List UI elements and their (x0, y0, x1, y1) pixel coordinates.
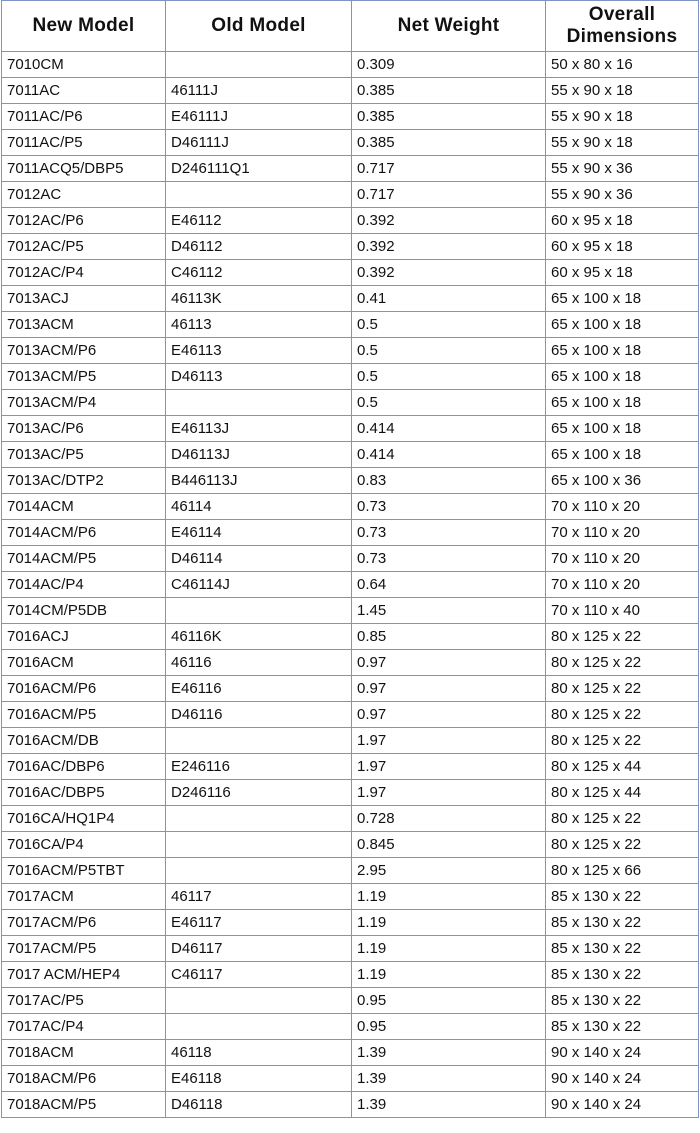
table-row (2, 182, 699, 208)
new-model-cell: 7012AC/P6 (2, 208, 166, 234)
table-row (2, 884, 699, 910)
dimensions-cell: 65 x 100 x 18 (546, 390, 699, 416)
old-model-cell: 46116K (166, 624, 352, 650)
table-row (2, 156, 699, 182)
table-row (2, 208, 699, 234)
dimensions-cell: 65 x 100 x 36 (546, 468, 699, 494)
new-model-cell: 7010CM (2, 52, 166, 78)
table-row (2, 494, 699, 520)
new-model-cell: 7016ACM/P5TBT (2, 858, 166, 884)
old-model-cell: 46114 (166, 494, 352, 520)
old-model-cell: E46111J (166, 104, 352, 130)
table-row (2, 754, 699, 780)
new-model-cell: 7016ACM/P5 (2, 702, 166, 728)
net-weight-cell: 1.19 (352, 962, 546, 988)
net-weight-cell: 1.39 (352, 1092, 546, 1118)
net-weight-cell: 0.85 (352, 624, 546, 650)
header-net-weight: Net Weight (352, 1, 546, 52)
dimensions-cell: 85 x 130 x 22 (546, 910, 699, 936)
new-model-cell: 7013ACM/P6 (2, 338, 166, 364)
net-weight-cell: 1.39 (352, 1066, 546, 1092)
net-weight-cell: 1.19 (352, 936, 546, 962)
net-weight-cell: 1.19 (352, 910, 546, 936)
old-model-cell: E46113J (166, 416, 352, 442)
old-model-cell: D246116 (166, 780, 352, 806)
old-model-cell: D46112 (166, 234, 352, 260)
old-model-cell: 46111J (166, 78, 352, 104)
dimensions-cell: 65 x 100 x 18 (546, 286, 699, 312)
table-row (2, 572, 699, 598)
table-row (2, 260, 699, 286)
new-model-cell: 7016AC/DBP5 (2, 780, 166, 806)
table-row (2, 234, 699, 260)
old-model-cell: E46118 (166, 1066, 352, 1092)
table-row (2, 442, 699, 468)
net-weight-cell: 0.385 (352, 104, 546, 130)
net-weight-cell: 0.95 (352, 1014, 546, 1040)
net-weight-cell: 0.97 (352, 650, 546, 676)
new-model-cell: 7011AC (2, 78, 166, 104)
table-row (2, 520, 699, 546)
dimensions-cell: 55 x 90 x 36 (546, 156, 699, 182)
old-model-cell: D46111J (166, 130, 352, 156)
new-model-cell: 7017ACM/P6 (2, 910, 166, 936)
new-model-cell: 7014CM/P5DB (2, 598, 166, 624)
dimensions-cell: 80 x 125 x 44 (546, 754, 699, 780)
dimensions-cell: 70 x 110 x 20 (546, 520, 699, 546)
new-model-cell: 7018ACM (2, 1040, 166, 1066)
dimensions-cell: 80 x 125 x 66 (546, 858, 699, 884)
net-weight-cell: 1.97 (352, 728, 546, 754)
old-model-cell (166, 598, 352, 624)
table-row (2, 390, 699, 416)
old-model-cell: D46116 (166, 702, 352, 728)
new-model-cell: 7013ACM/P5 (2, 364, 166, 390)
dimensions-cell: 65 x 100 x 18 (546, 416, 699, 442)
new-model-cell: 7011AC/P6 (2, 104, 166, 130)
table-row (2, 624, 699, 650)
table-row (2, 832, 699, 858)
new-model-cell: 7011ACQ5/DBP5 (2, 156, 166, 182)
new-model-cell: 7016AC/DBP6 (2, 754, 166, 780)
table-row (2, 286, 699, 312)
dimensions-cell: 85 x 130 x 22 (546, 1014, 699, 1040)
dimensions-cell: 80 x 125 x 22 (546, 832, 699, 858)
net-weight-cell: 0.392 (352, 208, 546, 234)
new-model-cell: 7016ACM/DB (2, 728, 166, 754)
old-model-cell (166, 806, 352, 832)
dimensions-cell: 80 x 125 x 22 (546, 624, 699, 650)
new-model-cell: 7012AC (2, 182, 166, 208)
table-row (2, 806, 699, 832)
new-model-cell: 7013AC/DTP2 (2, 468, 166, 494)
header-new-model: New Model (2, 1, 166, 52)
table-row (2, 78, 699, 104)
table-row (2, 1066, 699, 1092)
new-model-cell: 7017ACM (2, 884, 166, 910)
net-weight-cell: 0.41 (352, 286, 546, 312)
table-row (2, 1092, 699, 1118)
old-model-cell: D46113J (166, 442, 352, 468)
new-model-cell: 7016ACJ (2, 624, 166, 650)
net-weight-cell: 1.97 (352, 780, 546, 806)
dimensions-cell: 80 x 125 x 22 (546, 676, 699, 702)
dimensions-cell: 60 x 95 x 18 (546, 208, 699, 234)
old-model-cell: E46117 (166, 910, 352, 936)
old-model-cell: D46118 (166, 1092, 352, 1118)
net-weight-cell: 0.95 (352, 988, 546, 1014)
old-model-cell (166, 988, 352, 1014)
new-model-cell: 7013AC/P6 (2, 416, 166, 442)
net-weight-cell: 0.309 (352, 52, 546, 78)
net-weight-cell: 0.97 (352, 702, 546, 728)
table-row (2, 858, 699, 884)
dimensions-cell: 80 x 125 x 22 (546, 728, 699, 754)
net-weight-cell: 0.385 (352, 78, 546, 104)
net-weight-cell: 0.414 (352, 442, 546, 468)
table-row (2, 650, 699, 676)
dimensions-cell: 90 x 140 x 24 (546, 1040, 699, 1066)
dimensions-cell: 60 x 95 x 18 (546, 234, 699, 260)
new-model-cell: 7014ACM (2, 494, 166, 520)
dimensions-cell: 55 x 90 x 36 (546, 182, 699, 208)
net-weight-cell: 0.845 (352, 832, 546, 858)
table-row (2, 702, 699, 728)
old-model-cell: C46117 (166, 962, 352, 988)
old-model-cell (166, 728, 352, 754)
dimensions-cell: 65 x 100 x 18 (546, 312, 699, 338)
net-weight-cell: 2.95 (352, 858, 546, 884)
old-model-cell: E46116 (166, 676, 352, 702)
table-row (2, 910, 699, 936)
table-row (2, 598, 699, 624)
net-weight-cell: 0.73 (352, 546, 546, 572)
new-model-cell: 7017AC/P4 (2, 1014, 166, 1040)
dimensions-cell: 70 x 110 x 20 (546, 494, 699, 520)
table-row (2, 130, 699, 156)
dimensions-cell: 80 x 125 x 22 (546, 650, 699, 676)
dimensions-cell: 85 x 130 x 22 (546, 936, 699, 962)
table-row (2, 676, 699, 702)
table-row (2, 780, 699, 806)
new-model-cell: 7016CA/HQ1P4 (2, 806, 166, 832)
table-row (2, 962, 699, 988)
old-model-cell: E46112 (166, 208, 352, 234)
new-model-cell: 7018ACM/P5 (2, 1092, 166, 1118)
old-model-cell (166, 858, 352, 884)
old-model-cell: E46113 (166, 338, 352, 364)
dimensions-cell: 85 x 130 x 22 (546, 884, 699, 910)
old-model-cell: 46118 (166, 1040, 352, 1066)
dimensions-cell: 80 x 125 x 22 (546, 702, 699, 728)
new-model-cell: 7013ACJ (2, 286, 166, 312)
old-model-cell: C46114J (166, 572, 352, 598)
table-row (2, 468, 699, 494)
new-model-cell: 7014ACM/P5 (2, 546, 166, 572)
old-model-cell: D246111Q1 (166, 156, 352, 182)
old-model-cell: 46116 (166, 650, 352, 676)
old-model-cell: D46114 (166, 546, 352, 572)
dimensions-cell: 80 x 125 x 44 (546, 780, 699, 806)
net-weight-cell: 0.385 (352, 130, 546, 156)
net-weight-cell: 1.97 (352, 754, 546, 780)
net-weight-cell: 0.5 (352, 390, 546, 416)
dimensions-cell: 50 x 80 x 16 (546, 52, 699, 78)
table-row (2, 728, 699, 754)
net-weight-cell: 0.5 (352, 364, 546, 390)
old-model-cell: E46114 (166, 520, 352, 546)
dimensions-cell: 70 x 110 x 20 (546, 546, 699, 572)
old-model-cell (166, 390, 352, 416)
dimensions-cell: 65 x 100 x 18 (546, 364, 699, 390)
new-model-cell: 7012AC/P4 (2, 260, 166, 286)
new-model-cell: 7016ACM/P6 (2, 676, 166, 702)
old-model-cell: C46112 (166, 260, 352, 286)
table-row (2, 546, 699, 572)
old-model-cell (166, 832, 352, 858)
old-model-cell: D46113 (166, 364, 352, 390)
net-weight-cell: 0.64 (352, 572, 546, 598)
dimensions-cell: 85 x 130 x 22 (546, 962, 699, 988)
old-model-cell (166, 182, 352, 208)
old-model-cell: D46117 (166, 936, 352, 962)
net-weight-cell: 0.83 (352, 468, 546, 494)
table-row (2, 104, 699, 130)
new-model-cell: 7011AC/P5 (2, 130, 166, 156)
net-weight-cell: 0.73 (352, 494, 546, 520)
table-row (2, 338, 699, 364)
dimensions-cell: 90 x 140 x 24 (546, 1092, 699, 1118)
new-model-cell: 7013ACM (2, 312, 166, 338)
net-weight-cell: 1.45 (352, 598, 546, 624)
table-row (2, 1040, 699, 1066)
net-weight-cell: 0.392 (352, 260, 546, 286)
table-header (2, 1, 699, 52)
old-model-cell: B446113J (166, 468, 352, 494)
old-model-cell: E246116 (166, 754, 352, 780)
old-model-cell: 46113 (166, 312, 352, 338)
new-model-cell: 7012AC/P5 (2, 234, 166, 260)
net-weight-cell: 0.392 (352, 234, 546, 260)
table-row (2, 52, 699, 78)
table-row (2, 312, 699, 338)
dimensions-cell: 80 x 125 x 22 (546, 806, 699, 832)
dimensions-cell: 65 x 100 x 18 (546, 442, 699, 468)
new-model-cell: 7016CA/P4 (2, 832, 166, 858)
new-model-cell: 7017ACM/P5 (2, 936, 166, 962)
dimensions-cell: 55 x 90 x 18 (546, 130, 699, 156)
dimensions-cell: 65 x 100 x 18 (546, 338, 699, 364)
dimensions-cell: 70 x 110 x 20 (546, 572, 699, 598)
old-model-cell (166, 52, 352, 78)
dimensions-cell: 90 x 140 x 24 (546, 1066, 699, 1092)
header-overall-dimensions: Overall Dimensions (546, 1, 699, 52)
dimensions-cell: 70 x 110 x 40 (546, 598, 699, 624)
net-weight-cell: 1.39 (352, 1040, 546, 1066)
old-model-cell: 46117 (166, 884, 352, 910)
net-weight-cell: 0.5 (352, 338, 546, 364)
dimensions-cell: 85 x 130 x 22 (546, 988, 699, 1014)
net-weight-cell: 0.414 (352, 416, 546, 442)
table-row (2, 416, 699, 442)
table-row (2, 364, 699, 390)
table-body (2, 52, 699, 1118)
net-weight-cell: 0.717 (352, 182, 546, 208)
new-model-cell: 7017 ACM/HEP4 (2, 962, 166, 988)
new-model-cell: 7016ACM (2, 650, 166, 676)
old-model-cell (166, 1014, 352, 1040)
net-weight-cell: 1.19 (352, 884, 546, 910)
net-weight-cell: 0.5 (352, 312, 546, 338)
table-row (2, 1014, 699, 1040)
new-model-cell: 7018ACM/P6 (2, 1066, 166, 1092)
header-row (2, 1, 699, 52)
net-weight-cell: 0.97 (352, 676, 546, 702)
bearing-spec-table (1, 0, 699, 1118)
net-weight-cell: 0.717 (352, 156, 546, 182)
net-weight-cell: 0.728 (352, 806, 546, 832)
header-old-model: Old Model (166, 1, 352, 52)
new-model-cell: 7014AC/P4 (2, 572, 166, 598)
table-row (2, 936, 699, 962)
dimensions-cell: 60 x 95 x 18 (546, 260, 699, 286)
net-weight-cell: 0.73 (352, 520, 546, 546)
old-model-cell: 46113K (166, 286, 352, 312)
table-row (2, 988, 699, 1014)
new-model-cell: 7013AC/P5 (2, 442, 166, 468)
new-model-cell: 7013ACM/P4 (2, 390, 166, 416)
dimensions-cell: 55 x 90 x 18 (546, 104, 699, 130)
new-model-cell: 7017AC/P5 (2, 988, 166, 1014)
new-model-cell: 7014ACM/P6 (2, 520, 166, 546)
dimensions-cell: 55 x 90 x 18 (546, 78, 699, 104)
